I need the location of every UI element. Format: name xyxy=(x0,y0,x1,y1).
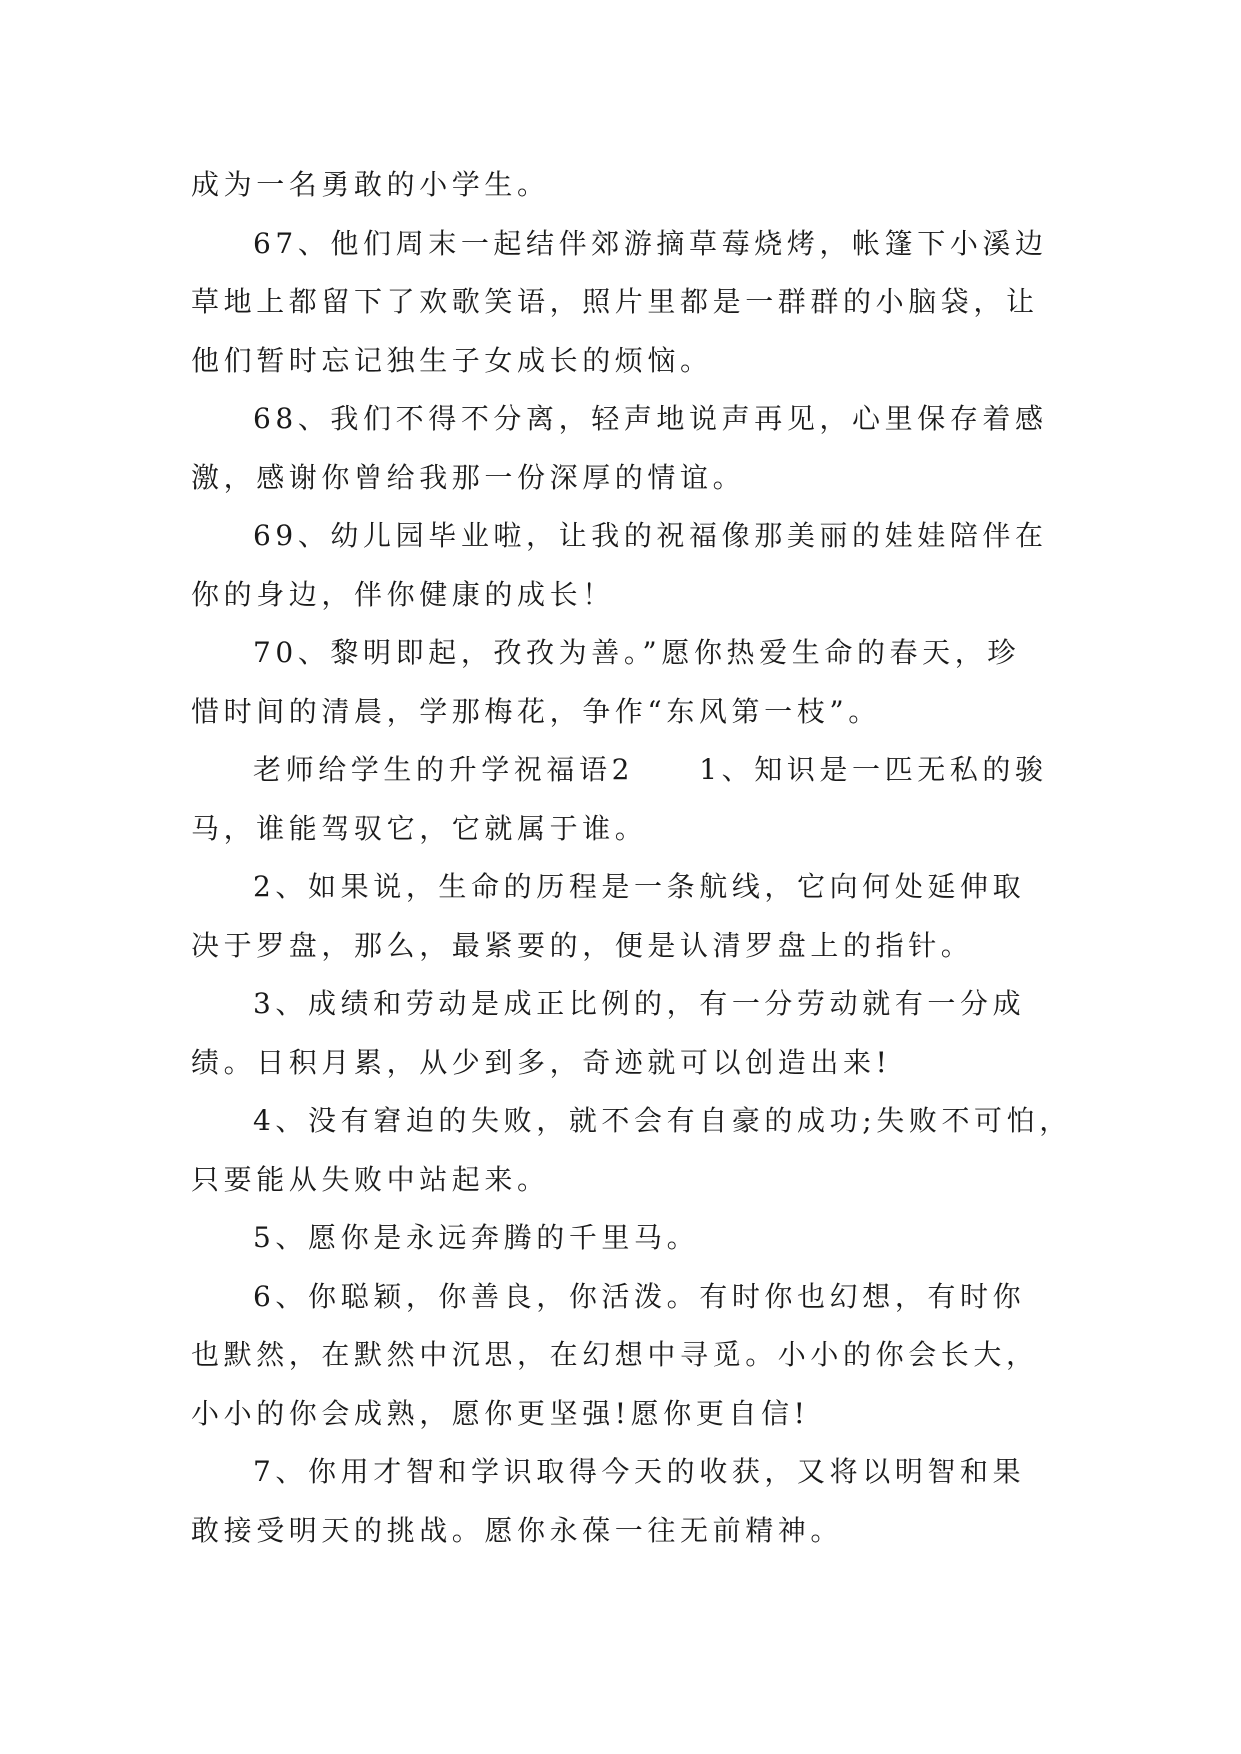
text-line: 7、你用才智和学识取得今天的收获，又将以明智和果 xyxy=(253,1455,1026,1488)
text-line: 敢接受明天的挑战。愿你永葆一往无前精神。 xyxy=(191,1513,844,1547)
text-line: 6、你聪颖，你善良，你活泼。有时你也幻想，有时你 xyxy=(253,1279,1026,1313)
text-line: 绩。日积月累，从少到多，奇迹就可以创造出来! xyxy=(191,1045,892,1079)
text-line: 激，感谢你曾给我那一份深厚的情谊。 xyxy=(191,460,746,494)
text-line: 70、黎明即起，孜孜为善。”愿你热爱生命的春天，珍 xyxy=(253,636,1020,669)
text-line: 67、他们周末一起结伴郊游摘草莓烧烤，帐篷下小溪边 xyxy=(253,226,1048,260)
text-line: 3、成绩和劳动是成正比例的，有一分劳动就有一分成 xyxy=(253,987,1026,1020)
text-line: 草地上都留下了欢歌笑语，照片里都是一群群的小脑袋，让 xyxy=(191,285,1039,318)
text-line: 小小的你会成熟，愿你更坚强!愿你更自信! xyxy=(191,1396,810,1430)
text-line: 成为一名勇敢的小学生。 xyxy=(191,168,550,201)
text-line: 4、没有窘迫的失败，就不会有自豪的成功;失败不可怕， xyxy=(253,1104,1072,1137)
text-line: 5、愿你是永远奔腾的千里马。 xyxy=(253,1221,700,1254)
section-heading-line: 老师给学生的升学祝福语2 1、知识是一匹无私的骏 xyxy=(253,753,1048,786)
text-line: 也默然，在默然中沉思，在幻想中寻觅。小小的你会长大， xyxy=(191,1338,1039,1371)
text-line: 只要能从失败中站起来。 xyxy=(191,1162,550,1196)
text-line: 2、如果说，生命的历程是一条航线，它向何处延伸取 xyxy=(253,870,1026,903)
text-line: 68、我们不得不分离，轻声地说声再见，心里保存着感 xyxy=(253,402,1048,435)
text-line: 69、幼儿园毕业啦，让我的祝福像那美丽的娃娃陪伴在 xyxy=(253,519,1048,552)
text-line: 他们暂时忘记独生子女成长的烦恼。 xyxy=(191,343,713,377)
document-body xyxy=(191,156,1072,1560)
text-line: 决于罗盘，那么，最紧要的，便是认清罗盘上的指针。 xyxy=(191,928,974,962)
text-line: 惜时间的清晨，学那梅花，争作“东风第一枝”。 xyxy=(191,694,881,728)
text-line: 马，谁能驾驭它，它就属于谁。 xyxy=(191,811,648,845)
text-line: 你的身边，伴你健康的成长！ xyxy=(191,577,615,611)
